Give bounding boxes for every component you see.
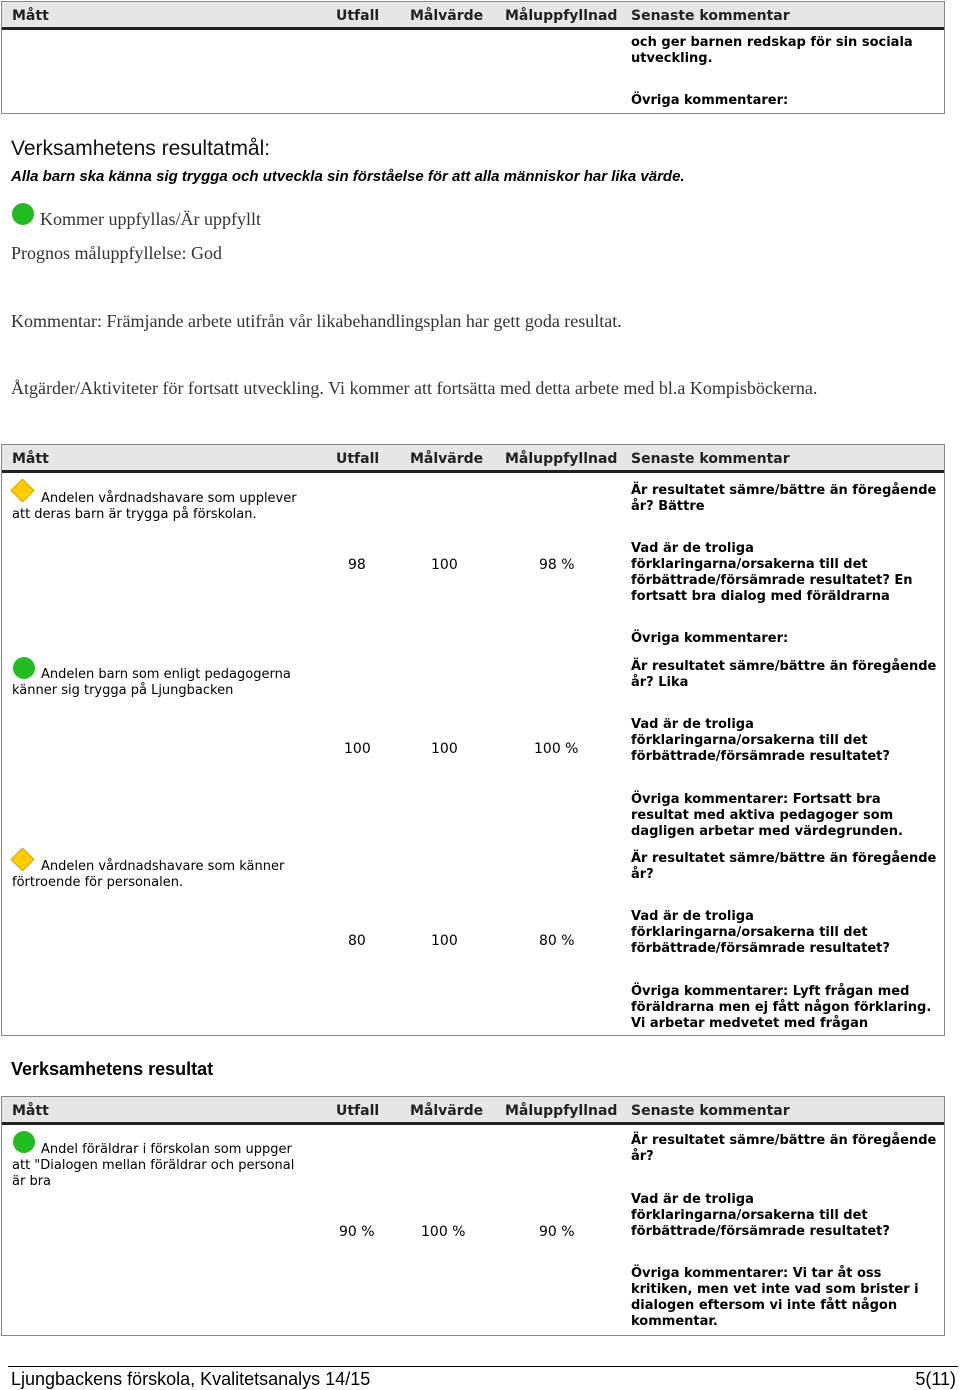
table-row [2,1125,944,1335]
warning-diamond-icon [10,847,34,871]
footer-divider [8,1366,958,1367]
q3-line3: dagligen arbetar med värdegrunden. [631,824,903,839]
continued-comment: och ger barnen redskap för sin sociala utveckling. [631,35,913,66]
status-green-icon [13,657,35,679]
header-kommentar: Senaste kommentar [631,8,790,24]
q2-line3: förbättrade/försämrade resultatet? [631,941,890,956]
section-goal: Alla barn ska känna sig trygga och utveckla sin förståelse för att alla människor har lika värde. [11,168,685,185]
page-number: 5(11) [915,1369,956,1389]
q2-line4: fortsatt bra dialog med föräldrarna [631,589,890,604]
malvarde-value: 100 % [421,1224,466,1240]
header-matt: Mått [12,8,49,24]
q3-line1: Övriga kommentarer: Vi tar åt oss [631,1266,882,1281]
measure-line1: Andelen barn som enligt pedagogerna [41,667,291,682]
malvarde-value: 100 [431,933,458,949]
atgarder: Åtgärder/Aktiviteter för fortsatt utveckling. Vi kommer att fortsätta med detta arbete med bl.a Kompisböckerna. [11,378,818,398]
measure-line2: att "Dialogen mellan föräldrar och personal [12,1158,295,1173]
table-header [2,1097,944,1125]
utfall-value: 98 [348,557,366,573]
header-maluppfyllnad: Måluppfyllnad [505,451,618,467]
q3-line1: Övriga kommentarer: Fortsatt bra [631,792,881,807]
status-green-icon [13,1131,35,1153]
header-kommentar: Senaste kommentar [631,451,790,467]
maluppfyllnad-value: 98 % [539,557,575,573]
malvarde-value: 100 [431,557,458,573]
q1-line2: år? Bättre [631,499,705,514]
q2-line3: förbättrade/försämrade resultatet? [631,1224,890,1239]
utfall-value: 90 % [339,1224,375,1240]
q1-line1: Är resultatet sämre/bättre än föregående [631,483,937,498]
utfall-value: 80 [348,933,366,949]
q3-line2: resultat med aktiva pedagoger som [631,808,894,823]
maluppfyllnad-value: 100 % [534,741,579,757]
measure-line1: Andelen vårdnadshavare som känner [41,859,285,874]
warning-diamond-icon [10,478,34,502]
q1-line1: Är resultatet sämre/bättre än föregående [631,659,937,674]
header-matt: Mått [12,1103,49,1119]
measure-line1: Andel föräldrar i förskolan som uppger [41,1142,292,1157]
header-malvarde: Målvärde [410,1103,484,1119]
table-results [1,444,945,1036]
measure-line1: Andelen vårdnadshavare som upplever [41,491,297,506]
header-malvarde: Målvärde [410,8,484,24]
footer-title: Ljungbackens förskola, Kvalitetsanalys 14/15 [11,1369,371,1389]
table-header [2,2,944,30]
q3-line3: Vi arbetar medvetet med frågan [631,1016,869,1031]
q3-line3: dialogen eftersom vi inte fått någon [631,1298,898,1313]
q2-line2: förklaringarna/orsakerna till det [631,1208,868,1223]
header-utfall: Utfall [336,8,380,24]
kommentar: Kommentar: Främjande arbete utifrån vår likabehandlingsplan har gett goda resultat. [11,311,622,331]
status-text: Kommer uppfyllas/Är uppfyllt [40,209,261,229]
table-row [2,843,944,1033]
header-matt: Mått [12,451,49,467]
q2-line3: förbättrade/försämrade resultatet? [631,749,890,764]
measure-line2: förtroende för personalen. [12,875,184,890]
q2-line1: Vad är de troliga [631,541,754,556]
malvarde-value: 100 [431,741,458,757]
q2-line2: förklaringarna/orsakerna till det [631,557,868,572]
q3-line4: kommentar. [631,1314,718,1329]
section-title: Verksamhetens resultatmål: [11,137,271,160]
utfall-value: 100 [344,741,371,757]
q3-line2: kritiken, men vet inte vad som brister i [631,1282,919,1297]
header-maluppfyllnad: Måluppfyllnad [505,8,618,24]
table-continued [1,1,945,114]
q2-line1: Vad är de troliga [631,1192,754,1207]
q2-line3: förbättrade/försämrade resultatet? En [631,573,913,588]
maluppfyllnad-value: 80 % [539,933,575,949]
header-utfall: Utfall [336,1103,380,1119]
q2-line1: Vad är de troliga [631,909,754,924]
status-green-icon [12,203,34,225]
table-verksamhet [1,1096,945,1336]
q2-line2: förklaringarna/orsakerna till det [631,733,868,748]
header-malvarde: Målvärde [410,451,484,467]
q1-line1: Är resultatet sämre/bättre än föregående [631,851,937,866]
header-kommentar: Senaste kommentar [631,1103,790,1119]
measure-line2: att deras barn är trygga på förskolan. [12,507,257,522]
header-maluppfyllnad: Måluppfyllnad [505,1103,618,1119]
q1-line2: år? [631,867,654,882]
maluppfyllnad-value: 90 % [539,1224,575,1240]
q2-line1: Vad är de troliga [631,717,754,732]
measure-line2: känner sig trygga på Ljungbacken [12,683,234,698]
header-utfall: Utfall [336,451,380,467]
table-header [2,445,944,473]
q2-line2: förklaringarna/orsakerna till det [631,925,868,940]
q3-line1: Övriga kommentarer: [631,631,789,646]
q1-line2: år? [631,1149,654,1164]
ovriga-kommentarer: Övriga kommentarer: [631,93,789,108]
q1-line1: Är resultatet sämre/bättre än föregående [631,1133,937,1148]
prognos: Prognos måluppfyllelse: God [11,243,222,263]
q1-line2: år? Lika [631,675,689,690]
q3-line1: Övriga kommentarer: Lyft frågan med [631,984,910,999]
measure-line3: är bra [12,1174,52,1189]
section2-title: Verksamhetens resultat [11,1059,214,1079]
q3-line2: föräldrarna men ej fått någon förklaring. [631,1000,932,1015]
table-row [2,651,944,843]
table-row [2,473,944,651]
